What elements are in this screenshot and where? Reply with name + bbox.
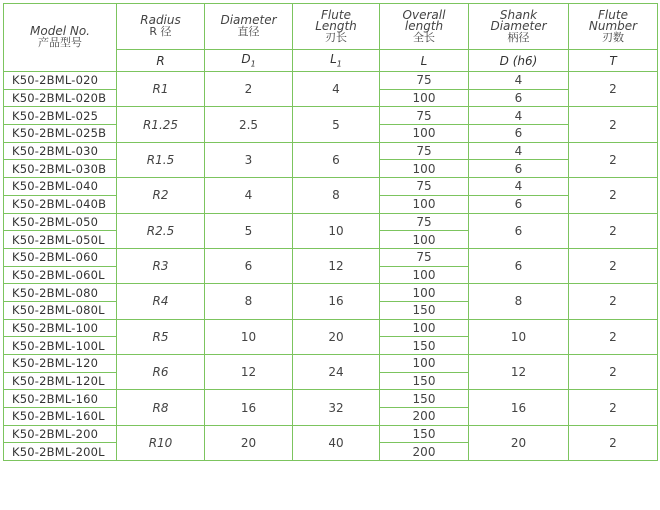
table-row [4, 72, 658, 90]
overall-length-cell: 100 [380, 89, 469, 107]
flute-length-cell: 4 [293, 72, 380, 107]
table-row [4, 284, 658, 302]
overall-length-cell: 150 [380, 390, 469, 408]
radius-cell: R1.5 [117, 142, 205, 177]
header-overall-length: Overall length 全长 [380, 4, 469, 50]
radius-cell: R6 [117, 355, 205, 390]
diameter-cell: 2.5 [205, 107, 293, 142]
table-row [4, 107, 658, 125]
radius-cell: R5 [117, 319, 205, 354]
overall-length-cell: 150 [380, 337, 469, 355]
flute-number-cell: 2 [569, 213, 658, 248]
flute-number-cell: 2 [569, 248, 658, 283]
flute-number-cell: 2 [569, 355, 658, 390]
diameter-cell: 5 [205, 213, 293, 248]
shank-diameter-cell: 12 [469, 355, 569, 390]
model-number-cell: K50-2BML-020 [4, 72, 117, 90]
header-flute-length: Flute Length 刃长 [293, 4, 380, 50]
overall-length-cell: 100 [380, 231, 469, 249]
symbol-radius: R [117, 50, 205, 72]
shank-diameter-cell: 6 [469, 248, 569, 283]
shank-diameter-cell: 4 [469, 107, 569, 125]
shank-diameter-cell: 6 [469, 213, 569, 248]
table-row [4, 425, 658, 443]
flute-number-cell: 2 [569, 425, 658, 460]
table-row [4, 355, 658, 373]
flute-number-cell: 2 [569, 107, 658, 142]
table-row [4, 248, 658, 266]
symbol-flute-number: T [569, 50, 658, 72]
flute-length-cell: 8 [293, 178, 380, 213]
shank-diameter-cell: 4 [469, 72, 569, 90]
diameter-cell: 10 [205, 319, 293, 354]
diameter-cell: 2 [205, 72, 293, 107]
diameter-cell: 16 [205, 390, 293, 425]
flute-number-cell: 2 [569, 72, 658, 107]
overall-length-cell: 150 [380, 301, 469, 319]
radius-cell: R2.5 [117, 213, 205, 248]
flute-number-cell: 2 [569, 142, 658, 177]
overall-length-cell: 100 [380, 355, 469, 373]
overall-length-cell: 100 [380, 195, 469, 213]
shank-diameter-cell: 10 [469, 319, 569, 354]
flute-length-cell: 20 [293, 319, 380, 354]
model-number-cell: K50-2BML-160L [4, 408, 117, 426]
diameter-cell: 3 [205, 142, 293, 177]
model-number-cell: K50-2BML-100 [4, 319, 117, 337]
model-number-cell: K50-2BML-160 [4, 390, 117, 408]
header-shank-diameter: Shank Diameter 柄径 [469, 4, 569, 50]
spec-table [3, 3, 658, 461]
model-number-cell: K50-2BML-200 [4, 425, 117, 443]
overall-length-cell: 100 [380, 284, 469, 302]
model-number-cell: K50-2BML-100L [4, 337, 117, 355]
header-diameter: Diameter 直径 [205, 4, 293, 50]
header-row [4, 4, 658, 50]
radius-cell: R2 [117, 178, 205, 213]
flute-length-cell: 6 [293, 142, 380, 177]
flute-length-cell: 10 [293, 213, 380, 248]
model-number-cell: K50-2BML-200L [4, 443, 117, 461]
table-row [4, 178, 658, 196]
diameter-cell: 8 [205, 284, 293, 319]
overall-length-cell: 100 [380, 160, 469, 178]
overall-length-cell: 75 [380, 107, 469, 125]
radius-cell: R8 [117, 390, 205, 425]
table-row [4, 319, 658, 337]
radius-cell: R1.25 [117, 107, 205, 142]
table-row [4, 213, 658, 231]
shank-diameter-cell: 6 [469, 125, 569, 143]
model-number-cell: K50-2BML-040 [4, 178, 117, 196]
overall-length-cell: 100 [380, 125, 469, 143]
symbol-overall-length: L [380, 50, 469, 72]
model-number-cell: K50-2BML-020B [4, 89, 117, 107]
model-number-cell: K50-2BML-040B [4, 195, 117, 213]
diameter-cell: 4 [205, 178, 293, 213]
model-number-cell: K50-2BML-025 [4, 107, 117, 125]
flute-number-cell: 2 [569, 284, 658, 319]
flute-number-cell: 2 [569, 319, 658, 354]
flute-length-cell: 32 [293, 390, 380, 425]
shank-diameter-cell: 6 [469, 160, 569, 178]
overall-length-cell: 100 [380, 319, 469, 337]
model-number-cell: K50-2BML-050L [4, 231, 117, 249]
diameter-cell: 20 [205, 425, 293, 460]
overall-length-cell: 75 [380, 213, 469, 231]
model-number-cell: K50-2BML-080 [4, 284, 117, 302]
overall-length-cell: 75 [380, 142, 469, 160]
overall-length-cell: 75 [380, 248, 469, 266]
model-number-cell: K50-2BML-120L [4, 372, 117, 390]
flute-length-cell: 5 [293, 107, 380, 142]
flute-number-cell: 2 [569, 178, 658, 213]
shank-diameter-cell: 6 [469, 195, 569, 213]
model-number-cell: K50-2BML-050 [4, 213, 117, 231]
model-number-cell: K50-2BML-120 [4, 355, 117, 373]
flute-length-cell: 24 [293, 355, 380, 390]
table-body [4, 72, 658, 461]
diameter-cell: 6 [205, 248, 293, 283]
diameter-cell: 12 [205, 355, 293, 390]
table-row [4, 390, 658, 408]
overall-length-cell: 75 [380, 178, 469, 196]
shank-diameter-cell: 20 [469, 425, 569, 460]
overall-length-cell: 200 [380, 443, 469, 461]
symbol-shank-diameter: D (h6) [469, 50, 569, 72]
shank-diameter-cell: 16 [469, 390, 569, 425]
overall-length-cell: 200 [380, 408, 469, 426]
flute-length-cell: 16 [293, 284, 380, 319]
radius-cell: R4 [117, 284, 205, 319]
header-flute-number: Flute Number 刃数 [569, 4, 658, 50]
model-number-cell: K50-2BML-025B [4, 125, 117, 143]
table-row [4, 142, 658, 160]
radius-cell: R3 [117, 248, 205, 283]
model-number-cell: K50-2BML-030B [4, 160, 117, 178]
radius-cell: R1 [117, 72, 205, 107]
symbol-flute-length: $L_1$ [293, 50, 380, 72]
shank-diameter-cell: 4 [469, 142, 569, 160]
model-number-cell: K50-2BML-030 [4, 142, 117, 160]
shank-diameter-cell: 6 [469, 89, 569, 107]
overall-length-cell: 100 [380, 266, 469, 284]
flute-number-cell: 2 [569, 390, 658, 425]
shank-diameter-cell: 4 [469, 178, 569, 196]
model-number-cell: K50-2BML-060L [4, 266, 117, 284]
radius-cell: R10 [117, 425, 205, 460]
model-number-cell: K50-2BML-080L [4, 301, 117, 319]
model-number-cell: K50-2BML-060 [4, 248, 117, 266]
symbol-diameter: $D_1$ [205, 50, 293, 72]
overall-length-cell: 150 [380, 425, 469, 443]
flute-length-cell: 12 [293, 248, 380, 283]
overall-length-cell: 75 [380, 72, 469, 90]
overall-length-cell: 150 [380, 372, 469, 390]
header-radius: Radius R 径 [117, 4, 205, 50]
flute-length-cell: 40 [293, 425, 380, 460]
header-model: Model No. 产品型号 [4, 4, 117, 72]
shank-diameter-cell: 8 [469, 284, 569, 319]
